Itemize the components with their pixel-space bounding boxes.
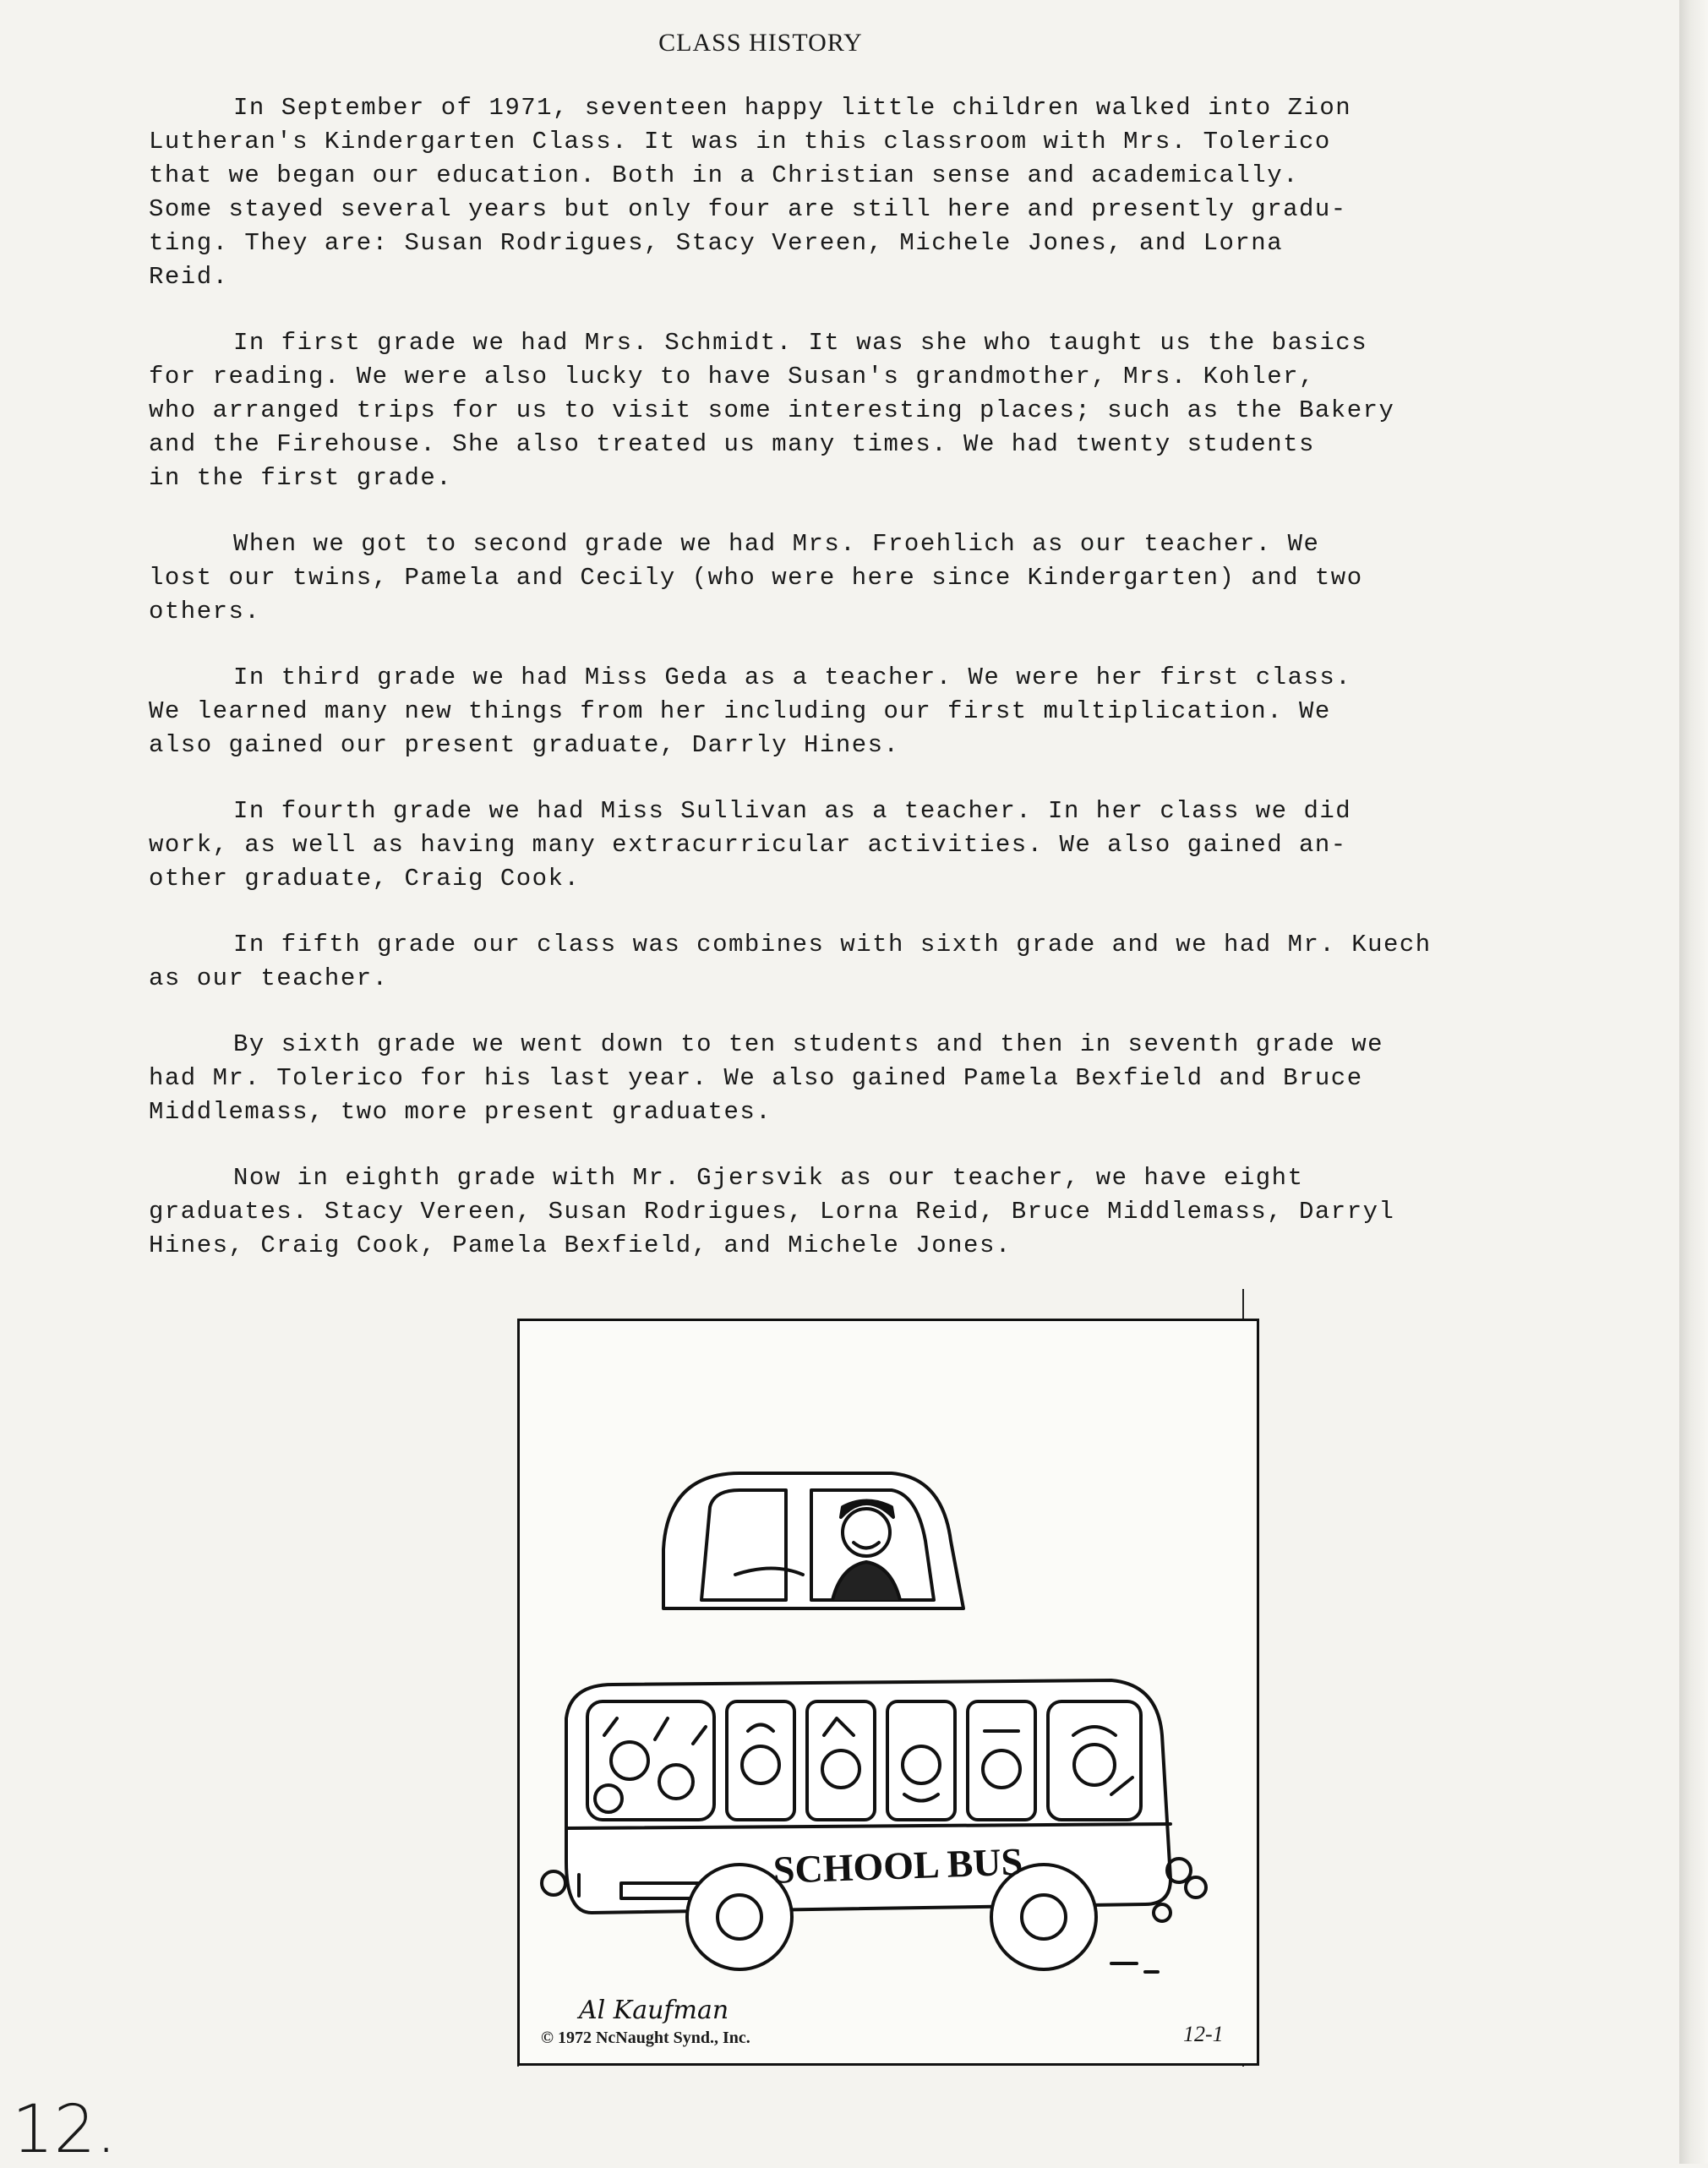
- cartoon-date: 12-1: [1183, 2022, 1224, 2046]
- cartoon-frame: [517, 1319, 1259, 2066]
- artist-signature: Al Kaufman: [579, 1996, 729, 2025]
- paragraph-fifth-grade: In fifth grade our class was combines with sixth grade and we had Mr. Kuech as our teacher.: [149, 931, 1432, 992]
- school-bus-cartoon: [520, 1321, 1257, 2063]
- paragraph-second-grade: When we got to second grade we had Mrs. Froehlich as our teacher. We lost our twins, Pamela and Cecily (who were here since Kindergarten) and two others.: [149, 530, 1363, 625]
- page-title: CLASS HISTORY: [658, 29, 863, 57]
- paragraph-sixth-seventh-grade: By sixth grade we went down to ten students and then in seventh grade we had Mr. Tolerico for his last year. We also gained Pamela Bexfield and Bruce Middlemass, two more present graduates.: [149, 1030, 1384, 1126]
- paragraph-kindergarten: In September of 1971, seventeen happy little children walked into Zion Lutheran's Kindergarten Class. It was in this classroom with Mrs. Tolerico that we began our education. Both in a Christian sense and academically. Some stayed several years but only four are still here and presently gradu- ting. They are: Susan Rodrigues, Stacy Vereen, Michele Jones, and Lorna Reid.: [149, 94, 1352, 291]
- bus-label: SCHOOL BUS: [772, 1839, 1023, 1892]
- paragraph-first-grade: In first grade we had Mrs. Schmidt. It was she who taught us the basics for reading. We were also lucky to have Susan's grandmother, Mrs. Kohler, who arranged trips for us to visit some interesting places; such as the Bakery and the Firehouse. She also treated us many times. We had twenty students in the first grade.: [149, 329, 1395, 492]
- page-number: 12.: [12, 2092, 117, 2168]
- body-text: [149, 91, 1501, 1295]
- paragraph-third-grade: In third grade we had Miss Geda as a teacher. We were her first class. We learned many new things from her including our first multiplication. We also gained our present graduate, Darrly Hines.: [149, 664, 1352, 759]
- paragraph-fourth-grade: In fourth grade we had Miss Sullivan as a teacher. In her class we did work, as well as having many extracurricular activities. We also gained an- other graduate, Craig Cook.: [149, 797, 1352, 893]
- cartoon-copyright: © 1972 NcNaught Synd., Inc.: [541, 2029, 750, 2047]
- paragraph-eighth-grade: Now in eighth grade with Mr. Gjersvik as our teacher, we have eight graduates. Stacy Vereen, Susan Rodrigues, Lorna Reid, Bruce Middlemass, Darryl Hines, Craig Cook, Pamela Bexfield, and Michele Jones.: [149, 1164, 1395, 1259]
- page-edge: [1679, 0, 1708, 2164]
